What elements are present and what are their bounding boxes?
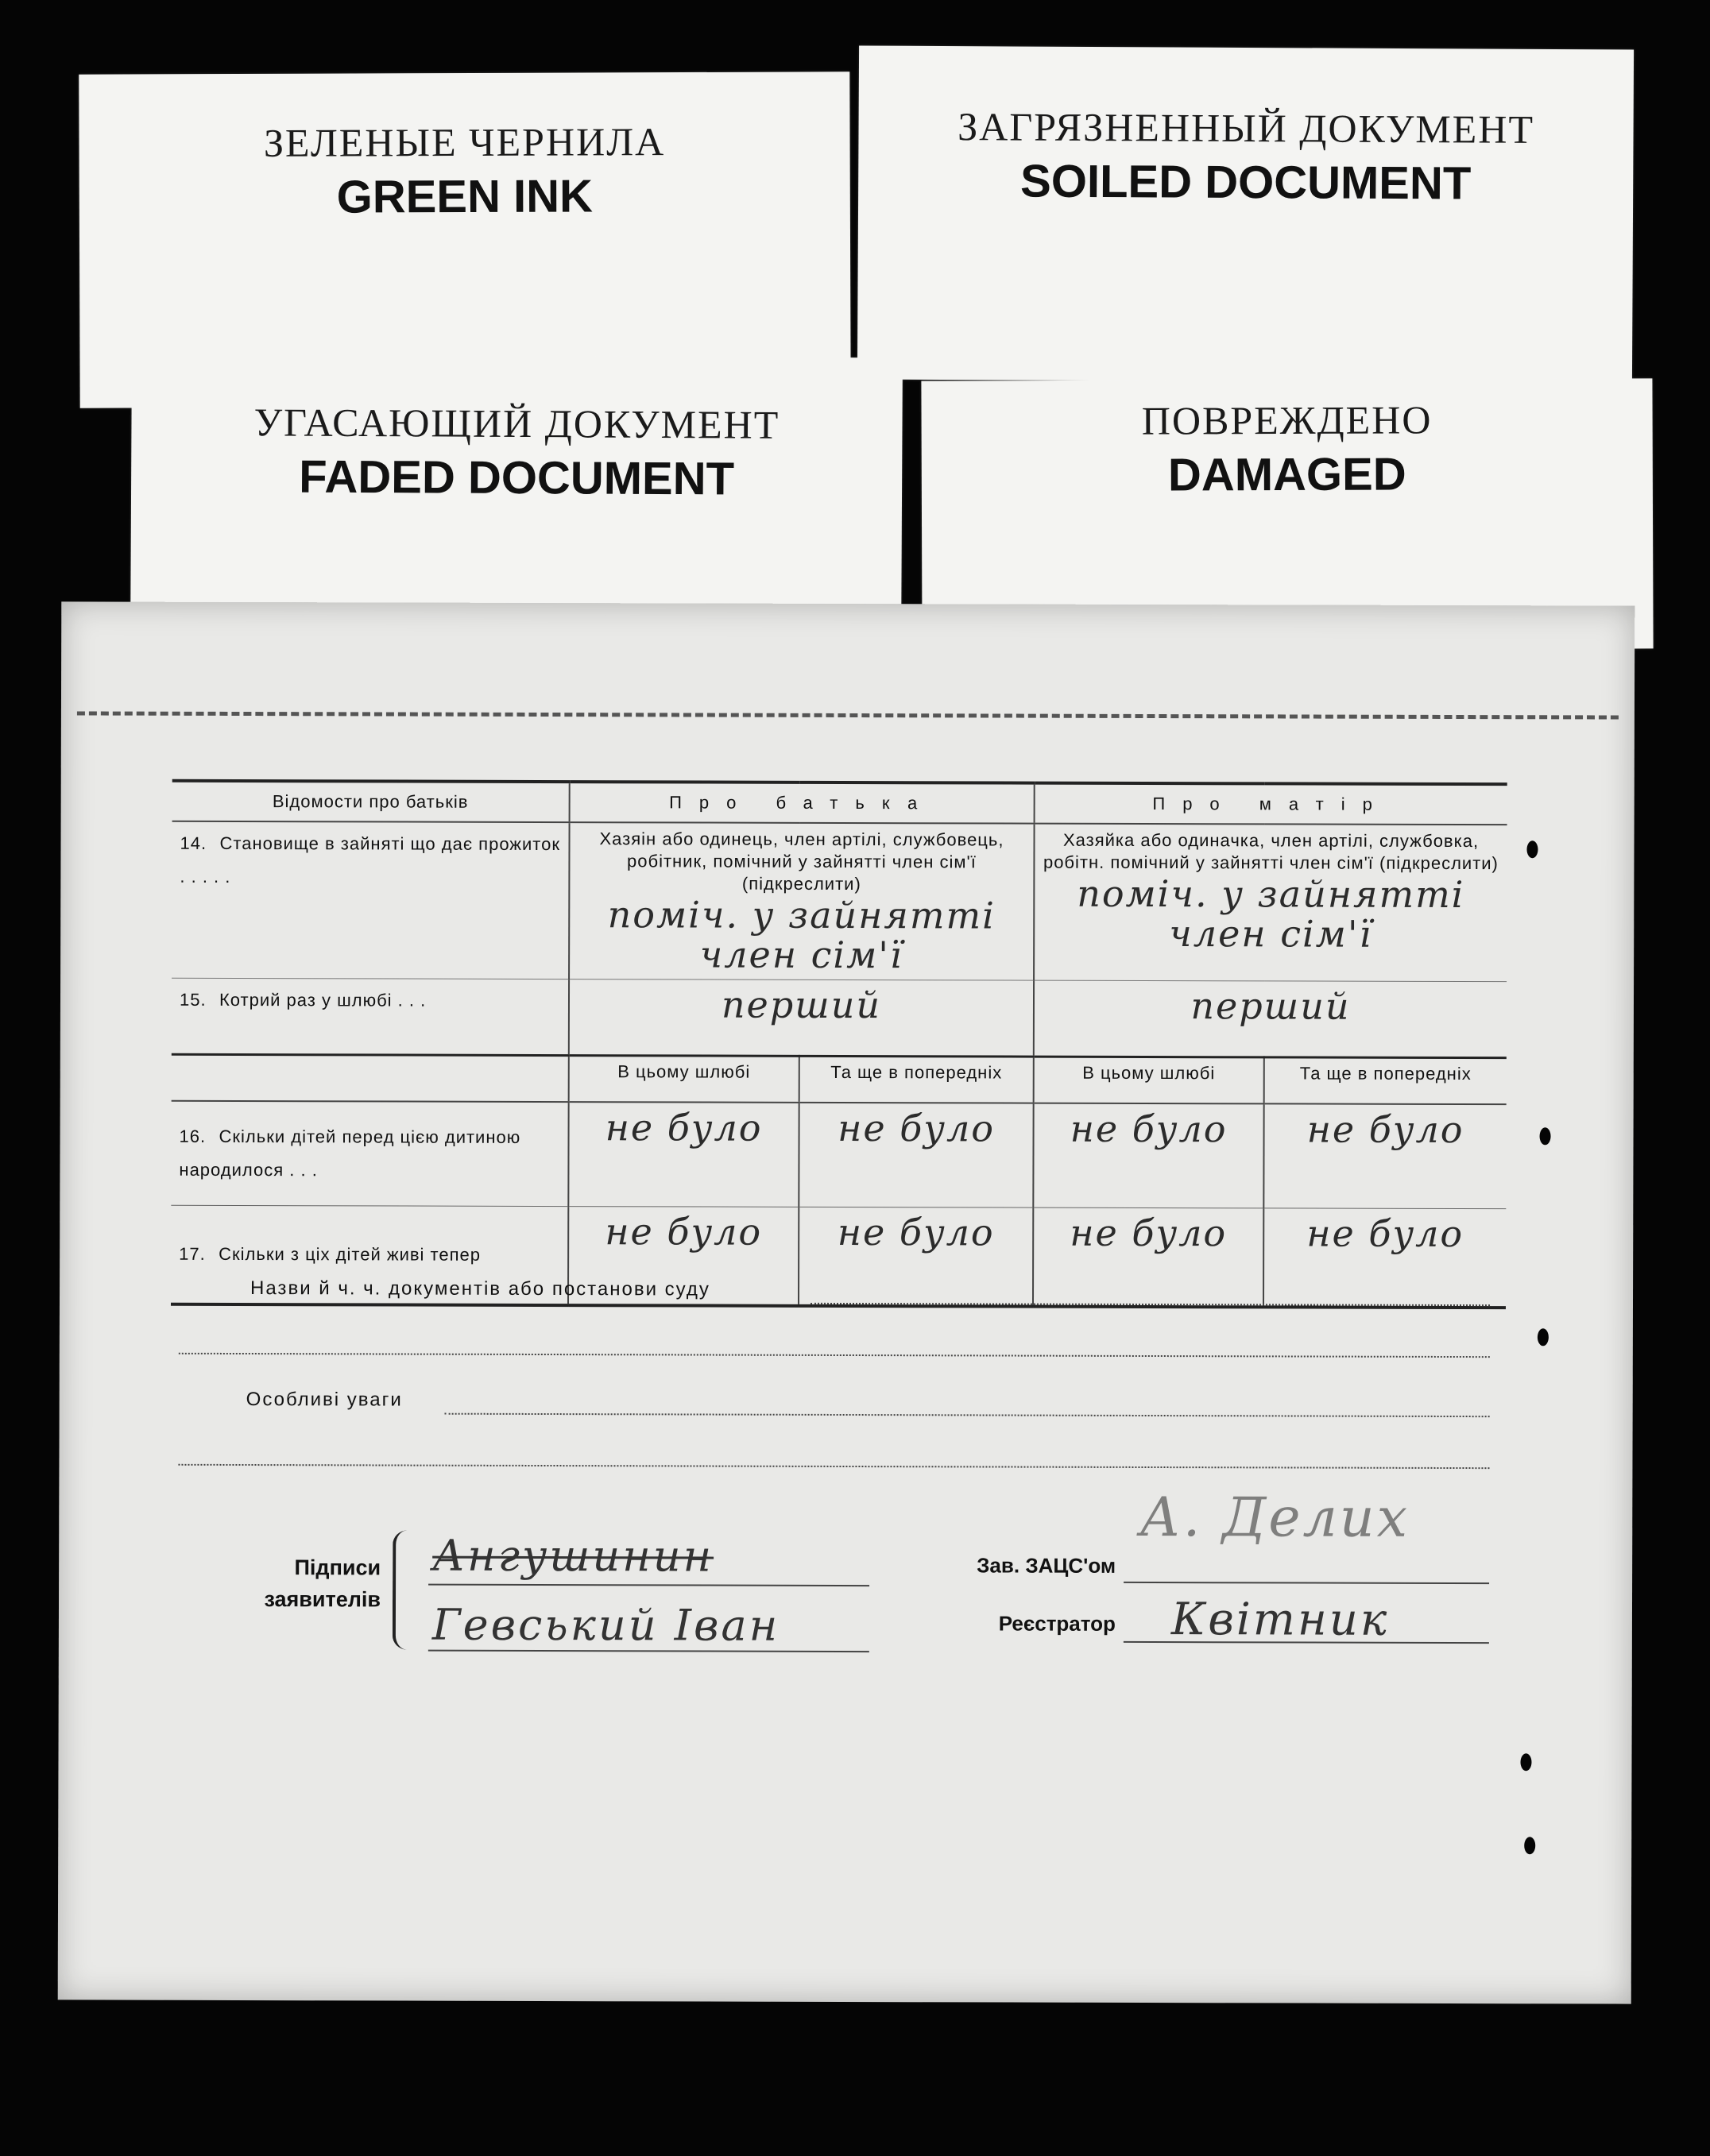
remarks-label: Особливі уваги [246,1389,403,1411]
registration-form-sheet [58,601,1635,2003]
documents-line-2 [179,1353,1490,1358]
registrar-label: Реєстратор [998,1611,1116,1636]
documents-label: Назви й ч. ч. документів або постанови суду [250,1277,710,1300]
table-header-row [172,781,1507,825]
mother-this-marriage-header: В цьому шлюбі [1034,1057,1264,1103]
paper-hole [1538,1328,1549,1346]
soiled-document-label-card [857,45,1634,383]
q16-value: не було [1306,1107,1464,1152]
q16-value: не було [605,1106,763,1149]
remarks-line-2 [178,1464,1489,1469]
q16-value: не було [1070,1107,1228,1151]
q16-mother-previous [1263,1103,1506,1208]
parents-info-table [171,779,1507,1309]
green-ink-label-en: GREEN INK [336,170,594,223]
signatures-brace [393,1531,415,1650]
paper-hole [1526,840,1538,858]
mother-previous-header: Та ще в попередніх [1264,1057,1507,1104]
damaged-label-ru: ПОВРЕЖДЕНО [1141,397,1433,443]
head-signature-line [1124,1582,1489,1584]
q17-value: не було [1070,1211,1228,1255]
q15-number: 15. [179,989,207,1010]
head-signature: А. Делих [1139,1486,1410,1550]
q16-label: Скільки дітей перед цією дитиною народилося . . . [179,1126,521,1180]
q14-mother-handwriting: поміч. у зайнятті член сім'ї [1077,871,1465,956]
registrar-signature: Квітник [1170,1594,1390,1646]
paper-hole [1520,1753,1531,1771]
q14-label-cell [172,821,570,979]
q17-value: не було [1306,1211,1464,1256]
faded-label-en: FADED DOCUMENT [299,450,735,505]
applicant-signature-1: Ангушинин [432,1530,714,1582]
mother-header: Про матір [1035,783,1507,825]
remarks-line [445,1413,1490,1417]
q15-father-handwriting: перший [721,983,882,1027]
q17-mother-previous [1263,1208,1506,1308]
soiled-label-en: SOILED DOCUMENT [1019,155,1472,210]
table-row [171,1101,1506,1209]
q15-father-cell [569,979,1034,1057]
q17-value: не було [837,1210,995,1254]
perforation-line [77,711,1619,719]
section-header: Відомости про батьків [172,781,570,822]
q14-mother-options: Хазяйка або одиначка, член артілі, службовка, робітн. помічний у зайнятті член сім'ї (підкреслити) [1043,829,1499,874]
damaged-label-en: DAMAGED [1167,448,1406,501]
table-row [172,821,1507,982]
q15-label-cell [172,978,569,1055]
q14-mother-cell [1034,824,1507,982]
q15-label: Котрий раз у шлюбі . . . [219,989,427,1010]
father-this-marriage-header: В цьому шлюбі [569,1056,799,1103]
q15-mother-handwriting: перший [1190,984,1351,1028]
q16-father-this [568,1102,799,1207]
q16-father-previous [799,1103,1033,1207]
subheader-row [172,1054,1507,1104]
q17-number: 17. [179,1243,206,1264]
signature-line-1 [428,1584,869,1586]
table-row [172,978,1507,1057]
q14-father-options: Хазяін або одинець, член артілі, службовець, робітник, помічний у зайнятті член сім'ї (підкреслити) [599,829,1004,894]
applicant-signature-2: Гевський Іван [431,1599,780,1651]
q14-number: 14. [180,833,207,853]
signatures-label-line1: Підписи [294,1555,381,1580]
signature-line-2 [428,1650,869,1652]
signatures-label-line2: заявителів [264,1587,381,1612]
q16-number: 16. [179,1126,207,1146]
head-zags-label: Зав. ЗАЦС'ом [977,1553,1116,1578]
q16-label-cell [171,1101,568,1207]
green-ink-label-ru: ЗЕЛЕНЫЕ ЧЕРНИЛА [263,119,666,165]
faded-document-label-card [130,354,903,643]
q17-value: не було [605,1210,763,1254]
faded-label-ru: УГАСАЮЩИЙ ДОКУМЕНТ [253,400,780,447]
q17-label: Скільки з ціх дітей живі тепер [219,1243,482,1265]
paper-hole [1540,1127,1551,1145]
q14-label: Становище в зайняті що дає прожиток . . . . . [180,833,561,887]
soiled-label-ru: ЗАГРЯЗНЕННЫЙ ДОКУМЕНТ [958,104,1535,152]
father-header: Про батька [570,782,1035,824]
q16-value: не було [838,1106,996,1150]
q16-mother-this [1033,1103,1263,1208]
q14-father-cell [569,822,1035,980]
q17-father-previous [799,1207,1033,1306]
father-previous-header: Та ще в попередніх [799,1056,1034,1103]
subheader-blank [172,1054,569,1102]
q15-mother-cell [1034,980,1507,1058]
q17-mother-this [1033,1207,1263,1307]
paper-hole [1524,1837,1535,1854]
q14-father-handwriting: поміч. у зайнятті член сім'ї [607,893,996,977]
